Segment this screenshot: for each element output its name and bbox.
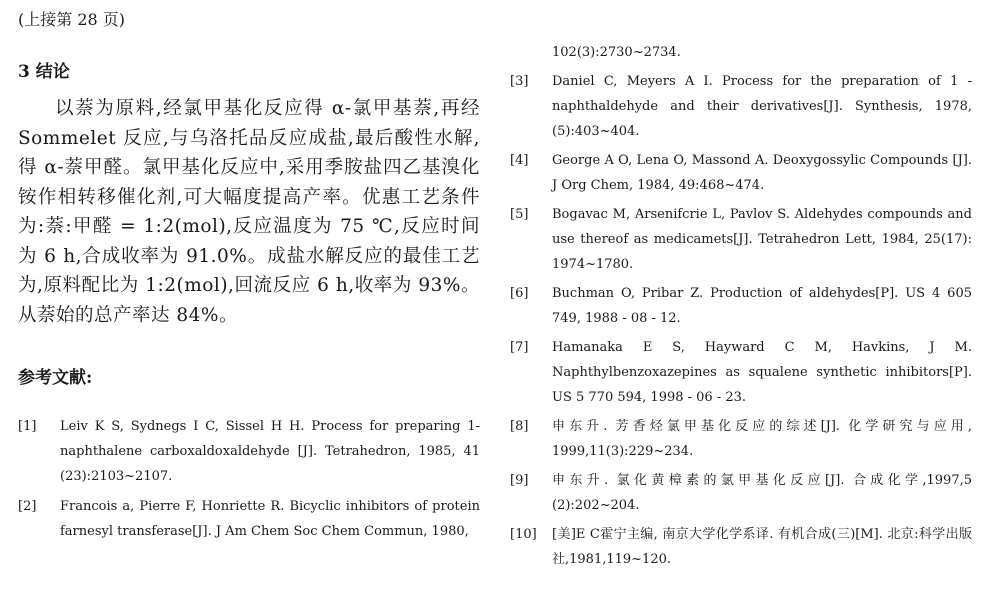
reference-item: [18, 414, 480, 489]
continued-from-note: (上接第 28 页): [18, 10, 126, 29]
reference-text: Leiv K S, Sydnegs I C, Sissel H H. Process for preparing 1-naphthalene carboxaldoxaldehyde [J]. Tetrahedron, 1985, 41 (23):2103~2107.: [60, 419, 480, 484]
reference-number: [10]: [510, 527, 537, 542]
reference-number: [1]: [18, 419, 37, 434]
reference-item: [510, 148, 972, 198]
reference-text: Bogavac M, Arsenifcrie L, Pavlov S. Aldehydes compounds and use thereof as medicamets[J]. Tetrahedron Lett, 1984, 25(17): 1974~1780.: [552, 207, 972, 272]
reference-text: Francois a, Pierre F, Honriette R. Bicyclic inhibitors of protein farnesyl transferase[J]. J Am Chem Soc Chem Commun, 1980,: [60, 499, 480, 539]
references-heading: 参考文献:: [18, 368, 93, 388]
reference-number: [9]: [510, 473, 529, 488]
reference-item: [510, 468, 972, 518]
reference-number: [2]: [18, 499, 37, 514]
reference-text: Hamanaka E S, Hayward C M, Havkins, J M. Naphthylbenzoxazepines as squalene synthetic inhibitors[P]. US 5 770 594, 1998 - 06 - 23.: [552, 340, 972, 405]
reference-list-right: [510, 69, 972, 572]
reference-number: [3]: [510, 74, 529, 89]
reference-item: [510, 522, 972, 572]
reference-item: [510, 202, 972, 277]
reference-continuation: 102(3):2730~2734.: [552, 45, 681, 60]
conclusion-paragraph: 以萘为原料,经氯甲基化反应得 α-氯甲基萘,再经 Sommelet 反应,与乌洛托品反应成盐,最后酸性水解,得 α-萘甲醛。氯甲基化反应中,采用季胺盐四乙基溴化铵作相转移催化剂,可大幅度提高产率。优惠工艺条件为:萘:甲醛 = 1:2(mol),反应温度为 75 ℃,反应时间为 6 h,合成收率为 91.0%。成盐水解反应的最佳工艺为,原料配比为 1:2(mol),回流反应 6 h,收率为 93%。从萘始的总产率达 84%。: [18, 98, 480, 326]
reference-item: [510, 281, 972, 331]
section-title-conclusion: 3 结论: [18, 62, 70, 82]
reference-text: 申东升. 芳香烃氯甲基化反应的综述[J]. 化学研究与应用, 1999,11(3):229~234.: [552, 419, 972, 459]
left-column: [18, 6, 480, 549]
reference-text: 申东升. 氯化黄樟素的氯甲基化反应[J]. 合成化学,1997,5 (2):202~204.: [552, 473, 972, 513]
reference-item: [18, 494, 480, 544]
reference-list-left: [18, 414, 480, 544]
reference-text: Buchman O, Pribar Z. Production of aldehydes[P]. US 4 605 749, 1988 - 08 - 12.: [552, 286, 972, 326]
reference-item: [510, 335, 972, 410]
reference-text: George A O, Lena O, Massond A. Deoxygossylic Compounds [J]. J Org Chem, 1984, 49:468~474.: [552, 153, 972, 193]
reference-text: [美]E C霍宁主编, 南京大学化学系译. 有机合成(三)[M]. 北京:科学出版社,1981,119~120.: [552, 527, 972, 567]
right-column: [510, 40, 972, 576]
reference-item: [510, 69, 972, 144]
reference-number: [7]: [510, 340, 529, 355]
reference-number: [8]: [510, 419, 529, 434]
reference-number: [5]: [510, 207, 529, 222]
reference-number: [4]: [510, 153, 529, 168]
reference-text: Daniel C, Meyers A I. Process for the preparation of 1 - naphthaldehyde and their derivatives[J]. Synthesis, 1978, (5):403~404.: [552, 74, 972, 139]
reference-number: [6]: [510, 286, 529, 301]
reference-item: [510, 414, 972, 464]
